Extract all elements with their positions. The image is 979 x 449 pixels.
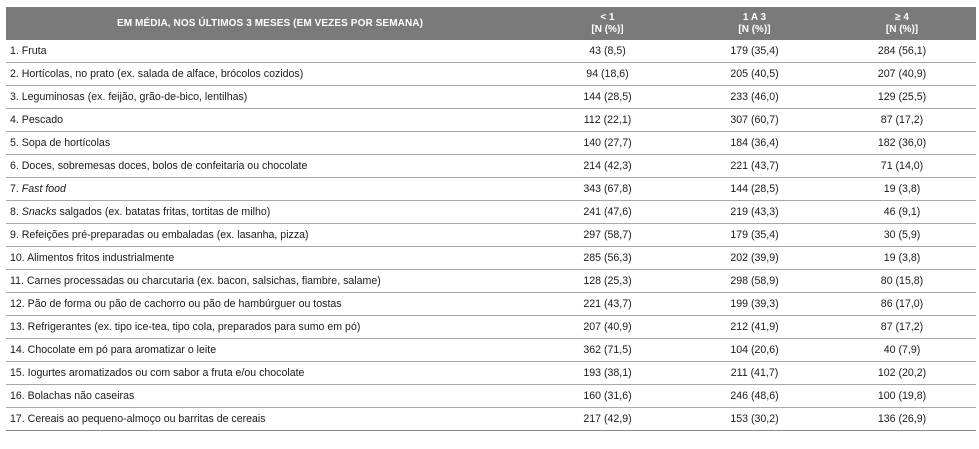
row-label — [6, 201, 534, 224]
header-col-sub: [N (%)] — [738, 23, 771, 35]
cell-less-than-1: 144 (28,5) — [534, 86, 681, 109]
cell-less-than-1: 362 (71,5) — [534, 339, 681, 362]
cell-1-to-3: 179 (35,4) — [681, 224, 828, 247]
header-col-4-or-more — [828, 7, 976, 40]
cell-1-to-3: 211 (41,7) — [681, 362, 828, 385]
row-label-text: 10. Alimentos fritos industrialmente — [10, 252, 175, 264]
row-label — [6, 109, 534, 132]
table-row — [6, 155, 976, 178]
cell-4-or-more: 87 (17,2) — [828, 109, 976, 132]
cell-less-than-1: 207 (40,9) — [534, 316, 681, 339]
cell-4-or-more: 46 (9,1) — [828, 201, 976, 224]
cell-1-to-3: 199 (39,3) — [681, 293, 828, 316]
row-label-text: 3. Leguminosas (ex. feijão, grão-de-bico, lentilhas) — [10, 91, 248, 103]
table-row — [6, 247, 976, 270]
cell-4-or-more: 86 (17,0) — [828, 293, 976, 316]
cell-4-or-more: 284 (56,1) — [828, 40, 976, 63]
table-row — [6, 339, 976, 362]
header-title: EM MÉDIA, NOS ÚLTIMOS 3 MESES (EM VEZES POR SEMANA) — [6, 7, 534, 40]
table-row — [6, 40, 976, 63]
row-label-text: 8. — [10, 206, 22, 218]
row-label-text: 13. Refrigerantes (ex. tipo ice-tea, tipo cola, preparados para sumo em pó) — [10, 321, 361, 333]
row-label — [6, 270, 534, 293]
cell-less-than-1: 140 (27,7) — [534, 132, 681, 155]
cell-4-or-more: 19 (3,8) — [828, 178, 976, 201]
table-row — [6, 63, 976, 86]
cell-1-to-3: 307 (60,7) — [681, 109, 828, 132]
cell-less-than-1: 217 (42,9) — [534, 408, 681, 431]
row-label-text: 2. Hortícolas, no prato (ex. salada de alface, brócolos cozidos) — [10, 68, 304, 80]
table-row — [6, 109, 976, 132]
row-label — [6, 339, 534, 362]
cell-1-to-3: 205 (40,5) — [681, 63, 828, 86]
cell-less-than-1: 160 (31,6) — [534, 385, 681, 408]
table-row — [6, 178, 976, 201]
row-label-text: 14. Chocolate em pó para aromatizar o leite — [10, 344, 217, 356]
cell-1-to-3: 184 (36,4) — [681, 132, 828, 155]
row-label — [6, 178, 534, 201]
row-label-text: 6. Doces, sobremesas doces, bolos de confeitaria ou chocolate — [10, 160, 308, 172]
table-row — [6, 270, 976, 293]
row-label — [6, 224, 534, 247]
header-col-sub: [N (%)] — [591, 23, 624, 35]
header-col-1-to-3 — [681, 7, 828, 40]
row-label-text: 16. Bolachas não caseiras — [10, 390, 135, 402]
row-label-text: 12. Pão de forma ou pão de cachorro ou pão de hambúrguer ou tostas — [10, 298, 342, 310]
cell-1-to-3: 202 (39,9) — [681, 247, 828, 270]
header-col-less-than-1 — [534, 7, 681, 40]
table-body — [6, 40, 976, 431]
cell-less-than-1: 94 (18,6) — [534, 63, 681, 86]
cell-less-than-1: 193 (38,1) — [534, 362, 681, 385]
frequency-table-container — [6, 7, 976, 431]
cell-1-to-3: 298 (58,9) — [681, 270, 828, 293]
row-label-text: 4. Pescado — [10, 114, 64, 126]
row-label — [6, 316, 534, 339]
cell-less-than-1: 297 (58,7) — [534, 224, 681, 247]
row-label-text: 11. Carnes processadas ou charcutaria (ex. bacon, salsichas, fiambre, salame) — [10, 275, 381, 287]
header-col-label: ≥ 4 — [895, 11, 909, 23]
table-row — [6, 201, 976, 224]
table-row — [6, 132, 976, 155]
header-col-label: < 1 — [600, 11, 615, 23]
cell-4-or-more: 129 (25,5) — [828, 86, 976, 109]
frequency-table — [6, 7, 976, 431]
row-label-text: 1. Fruta — [10, 45, 47, 57]
cell-4-or-more: 182 (36,0) — [828, 132, 976, 155]
cell-4-or-more: 80 (15,8) — [828, 270, 976, 293]
row-label-text: salgados (ex. batatas fritas, tortitas de milho) — [56, 206, 271, 218]
cell-1-to-3: 246 (48,6) — [681, 385, 828, 408]
cell-4-or-more: 30 (5,9) — [828, 224, 976, 247]
row-label — [6, 408, 534, 431]
cell-1-to-3: 212 (41,9) — [681, 316, 828, 339]
row-label — [6, 385, 534, 408]
row-label — [6, 293, 534, 316]
cell-4-or-more: 102 (20,2) — [828, 362, 976, 385]
table-row — [6, 293, 976, 316]
table-row — [6, 362, 976, 385]
cell-4-or-more: 19 (3,8) — [828, 247, 976, 270]
cell-1-to-3: 179 (35,4) — [681, 40, 828, 63]
row-label-text: 17. Cereais ao pequeno-almoço ou barritas de cereais — [10, 413, 266, 425]
header-col-sub: [N (%)] — [885, 23, 919, 35]
cell-4-or-more: 100 (19,8) — [828, 385, 976, 408]
cell-less-than-1: 128 (25,3) — [534, 270, 681, 293]
cell-1-to-3: 144 (28,5) — [681, 178, 828, 201]
row-label-text: 7. — [10, 183, 22, 195]
row-label — [6, 40, 534, 63]
cell-less-than-1: 343 (67,8) — [534, 178, 681, 201]
row-label — [6, 155, 534, 178]
table-header — [6, 7, 976, 40]
table-row — [6, 86, 976, 109]
row-label-text: 9. Refeições pré-preparadas ou embaladas (ex. lasanha, pizza) — [10, 229, 309, 241]
cell-4-or-more: 207 (40,9) — [828, 63, 976, 86]
row-label — [6, 86, 534, 109]
cell-less-than-1: 112 (22,1) — [534, 109, 681, 132]
cell-1-to-3: 219 (43,3) — [681, 201, 828, 224]
cell-1-to-3: 104 (20,6) — [681, 339, 828, 362]
row-label — [6, 247, 534, 270]
table-row — [6, 408, 976, 431]
cell-4-or-more: 71 (14,0) — [828, 155, 976, 178]
header-col-label: 1 A 3 — [742, 11, 767, 23]
cell-1-to-3: 233 (46,0) — [681, 86, 828, 109]
table-row — [6, 316, 976, 339]
table-row — [6, 224, 976, 247]
cell-1-to-3: 153 (30,2) — [681, 408, 828, 431]
cell-4-or-more: 40 (7,9) — [828, 339, 976, 362]
row-label — [6, 63, 534, 86]
cell-4-or-more: 87 (17,2) — [828, 316, 976, 339]
cell-less-than-1: 43 (8,5) — [534, 40, 681, 63]
cell-less-than-1: 221 (43,7) — [534, 293, 681, 316]
cell-less-than-1: 285 (56,3) — [534, 247, 681, 270]
cell-1-to-3: 221 (43,7) — [681, 155, 828, 178]
row-label-text: 5. Sopa de hortícolas — [10, 137, 111, 149]
row-label-text: 15. Iogurtes aromatizados ou com sabor a fruta e/ou chocolate — [10, 367, 305, 379]
row-label — [6, 362, 534, 385]
cell-4-or-more: 136 (26,9) — [828, 408, 976, 431]
row-label — [6, 132, 534, 155]
cell-less-than-1: 241 (47,6) — [534, 201, 681, 224]
table-row — [6, 385, 976, 408]
cell-less-than-1: 214 (42,3) — [534, 155, 681, 178]
row-label-italic: Fast food — [21, 183, 66, 195]
row-label-italic: Snacks — [21, 206, 57, 218]
